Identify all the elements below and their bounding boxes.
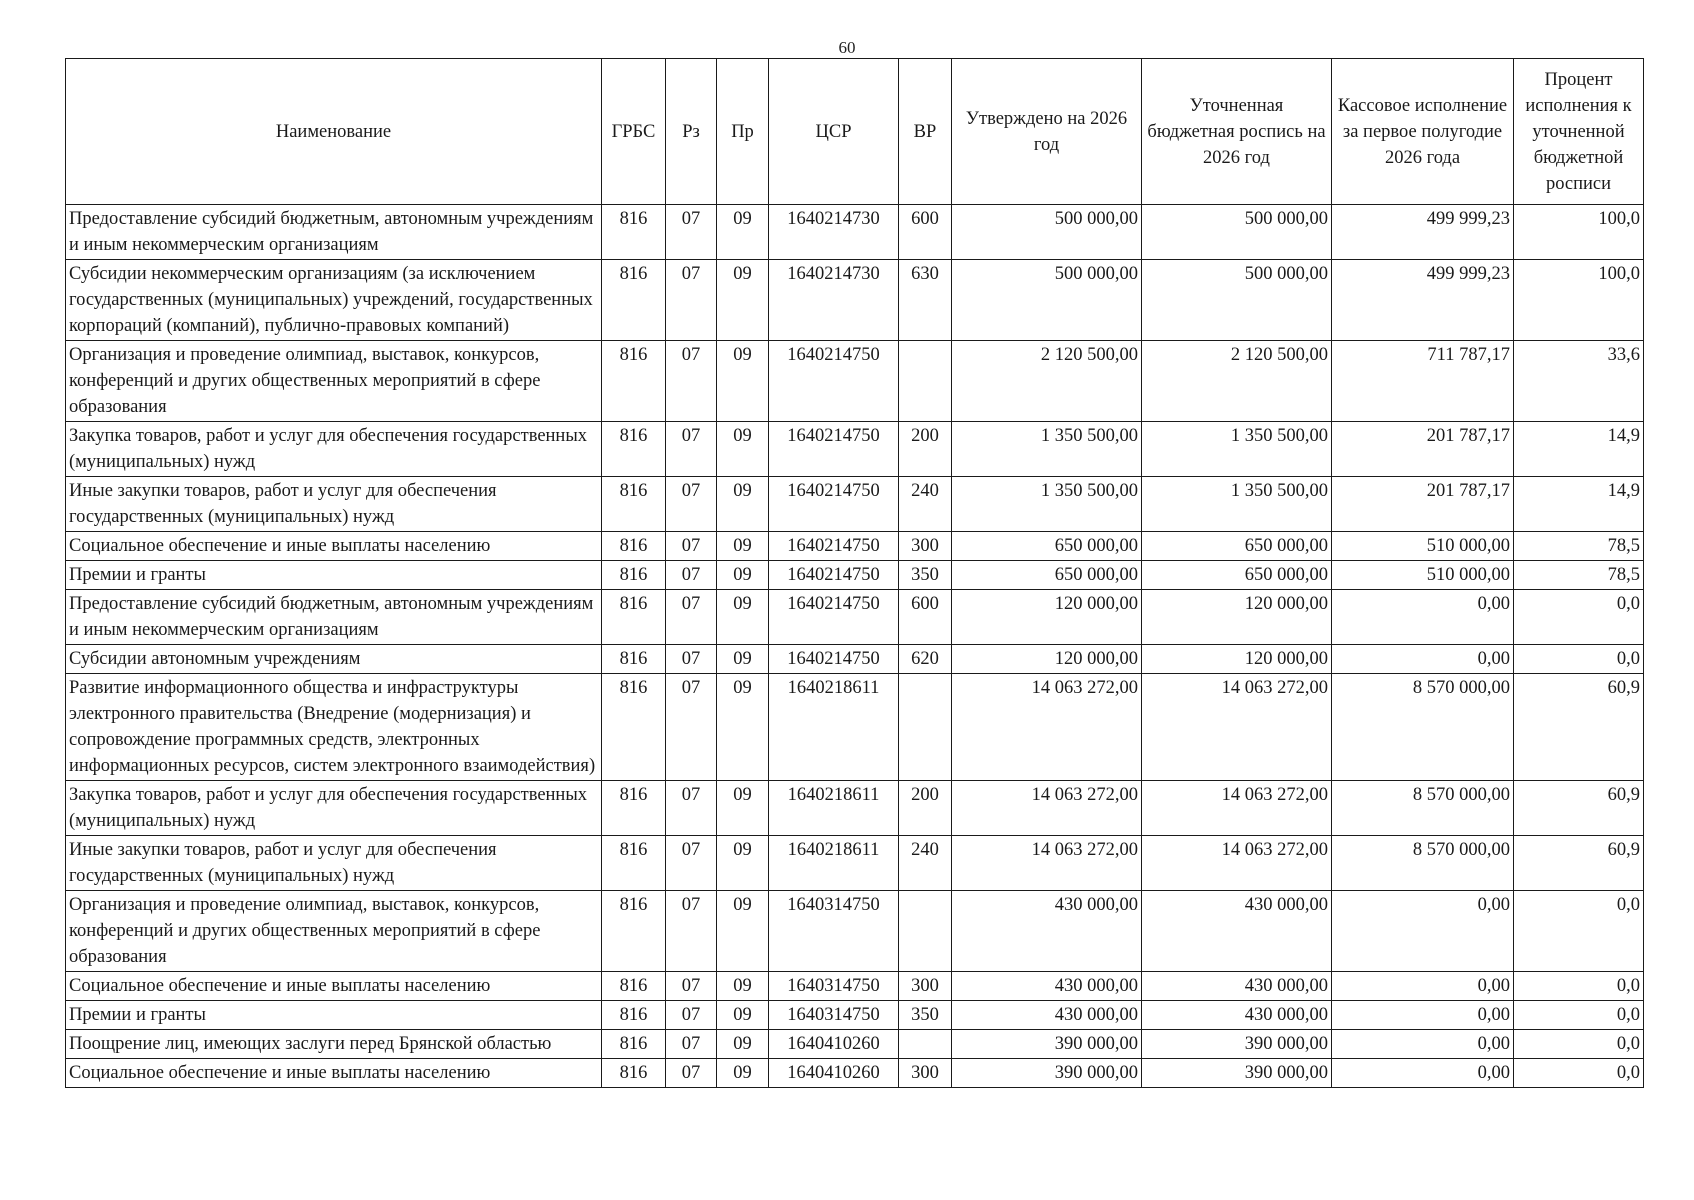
cell-grbs: 816 [602,561,666,590]
cell-pr: 09 [717,260,769,341]
table-row [66,674,1644,781]
cell-vr: 240 [899,836,952,891]
cell-grbs: 816 [602,205,666,260]
table-row [66,1001,1644,1030]
cell-refined: 120 000,00 [1142,590,1332,645]
cell-approved: 1 350 500,00 [952,422,1142,477]
header-pr: Пр [717,59,769,205]
cell-executed: 0,00 [1332,645,1514,674]
cell-executed: 0,00 [1332,590,1514,645]
cell-approved: 430 000,00 [952,891,1142,972]
cell-approved: 500 000,00 [952,205,1142,260]
cell-refined: 430 000,00 [1142,1001,1332,1030]
cell-csr: 1640214750 [769,422,899,477]
cell-rz: 07 [666,561,717,590]
cell-approved: 120 000,00 [952,590,1142,645]
table-body [66,205,1644,1088]
cell-grbs: 816 [602,260,666,341]
cell-grbs: 816 [602,891,666,972]
cell-csr: 1640314750 [769,891,899,972]
cell-grbs: 816 [602,781,666,836]
cell-vr: 350 [899,1001,952,1030]
cell-pr: 09 [717,477,769,532]
cell-grbs: 816 [602,477,666,532]
cell-pr: 09 [717,341,769,422]
cell-approved: 14 063 272,00 [952,781,1142,836]
cell-name: Премии и гранты [66,561,602,590]
table-row [66,645,1644,674]
cell-executed: 499 999,23 [1332,205,1514,260]
cell-approved: 120 000,00 [952,645,1142,674]
cell-approved: 14 063 272,00 [952,674,1142,781]
cell-percent: 14,9 [1514,477,1644,532]
cell-approved: 430 000,00 [952,1001,1142,1030]
cell-executed: 510 000,00 [1332,561,1514,590]
cell-name: Иные закупки товаров, работ и услуг для обеспечения государственных (муниципальных) нужд [66,836,602,891]
table-row [66,205,1644,260]
header-refined: Уточненная бюджетная роспись на 2026 год [1142,59,1332,205]
cell-pr: 09 [717,422,769,477]
cell-rz: 07 [666,836,717,891]
table-row [66,590,1644,645]
cell-rz: 07 [666,1001,717,1030]
cell-vr: 240 [899,477,952,532]
cell-pr: 09 [717,1030,769,1059]
cell-vr [899,341,952,422]
cell-pr: 09 [717,1059,769,1088]
cell-percent: 100,0 [1514,205,1644,260]
cell-vr: 350 [899,561,952,590]
cell-pr: 09 [717,1001,769,1030]
cell-vr: 200 [899,422,952,477]
cell-rz: 07 [666,1030,717,1059]
cell-percent: 14,9 [1514,422,1644,477]
table-row [66,422,1644,477]
cell-approved: 650 000,00 [952,561,1142,590]
table-row [66,561,1644,590]
cell-percent: 0,0 [1514,1059,1644,1088]
cell-name: Предоставление субсидий бюджетным, автономным учреждениям и иным некоммерческим организациям [66,590,602,645]
cell-pr: 09 [717,836,769,891]
cell-grbs: 816 [602,836,666,891]
cell-pr: 09 [717,891,769,972]
cell-refined: 500 000,00 [1142,260,1332,341]
cell-vr: 300 [899,972,952,1001]
cell-vr: 300 [899,532,952,561]
header-row [66,59,1644,205]
cell-csr: 1640410260 [769,1030,899,1059]
cell-executed: 0,00 [1332,1030,1514,1059]
cell-refined: 120 000,00 [1142,645,1332,674]
cell-name: Закупка товаров, работ и услуг для обеспечения государственных (муниципальных) нужд [66,781,602,836]
table-row [66,477,1644,532]
cell-rz: 07 [666,1059,717,1088]
cell-name: Развитие информационного общества и инфраструктуры электронного правительства (Внедрение (модернизация) и сопровождение программных средств, электронных информационных ресурсов, систем электронного взаимодействия) [66,674,602,781]
cell-approved: 500 000,00 [952,260,1142,341]
cell-grbs: 816 [602,422,666,477]
cell-pr: 09 [717,972,769,1001]
cell-executed: 711 787,17 [1332,341,1514,422]
cell-vr: 600 [899,205,952,260]
cell-grbs: 816 [602,674,666,781]
cell-grbs: 816 [602,532,666,561]
header-vr: ВР [899,59,952,205]
cell-name: Организация и проведение олимпиад, выставок, конкурсов, конференций и других общественных мероприятий в сфере образования [66,891,602,972]
cell-rz: 07 [666,341,717,422]
table-row [66,532,1644,561]
header-executed: Кассовое исполнение за первое полугодие 2026 года [1332,59,1514,205]
cell-name: Предоставление субсидий бюджетным, автономным учреждениям и иным некоммерческим организациям [66,205,602,260]
cell-refined: 1 350 500,00 [1142,477,1332,532]
cell-grbs: 816 [602,341,666,422]
cell-executed: 0,00 [1332,1059,1514,1088]
cell-refined: 1 350 500,00 [1142,422,1332,477]
cell-pr: 09 [717,205,769,260]
budget-table [65,58,1644,1088]
cell-name: Субсидии автономным учреждениям [66,645,602,674]
cell-csr: 1640314750 [769,1001,899,1030]
cell-executed: 0,00 [1332,1001,1514,1030]
cell-csr: 1640214730 [769,205,899,260]
table-row [66,1030,1644,1059]
cell-percent: 0,0 [1514,1001,1644,1030]
cell-executed: 0,00 [1332,891,1514,972]
cell-name: Закупка товаров, работ и услуг для обеспечения государственных (муниципальных) нужд [66,422,602,477]
cell-pr: 09 [717,674,769,781]
table-row [66,260,1644,341]
cell-percent: 60,9 [1514,836,1644,891]
header-grbs: ГРБС [602,59,666,205]
cell-executed: 201 787,17 [1332,477,1514,532]
cell-executed: 201 787,17 [1332,422,1514,477]
cell-name: Социальное обеспечение и иные выплаты населению [66,532,602,561]
cell-csr: 1640218611 [769,836,899,891]
cell-percent: 0,0 [1514,590,1644,645]
cell-refined: 390 000,00 [1142,1059,1332,1088]
cell-name: Организация и проведение олимпиад, выставок, конкурсов, конференций и других общественных мероприятий в сфере образования [66,341,602,422]
cell-pr: 09 [717,532,769,561]
cell-percent: 78,5 [1514,561,1644,590]
cell-rz: 07 [666,260,717,341]
cell-csr: 1640214750 [769,532,899,561]
cell-rz: 07 [666,781,717,836]
cell-approved: 2 120 500,00 [952,341,1142,422]
cell-vr: 620 [899,645,952,674]
cell-name: Поощрение лиц, имеющих заслуги перед Брянской областью [66,1030,602,1059]
cell-approved: 390 000,00 [952,1059,1142,1088]
cell-refined: 650 000,00 [1142,532,1332,561]
table-row [66,972,1644,1001]
cell-vr: 600 [899,590,952,645]
cell-percent: 78,5 [1514,532,1644,561]
table-row [66,836,1644,891]
table-row [66,891,1644,972]
cell-executed: 8 570 000,00 [1332,836,1514,891]
cell-rz: 07 [666,532,717,561]
cell-csr: 1640214750 [769,341,899,422]
cell-vr: 300 [899,1059,952,1088]
cell-executed: 8 570 000,00 [1332,781,1514,836]
cell-executed: 8 570 000,00 [1332,674,1514,781]
cell-vr [899,674,952,781]
cell-vr [899,1030,952,1059]
cell-pr: 09 [717,561,769,590]
cell-pr: 09 [717,590,769,645]
cell-rz: 07 [666,674,717,781]
cell-vr: 200 [899,781,952,836]
cell-name: Премии и гранты [66,1001,602,1030]
cell-rz: 07 [666,590,717,645]
cell-csr: 1640214750 [769,590,899,645]
cell-executed: 510 000,00 [1332,532,1514,561]
cell-grbs: 816 [602,590,666,645]
header-name: Наименование [66,59,602,205]
cell-csr: 1640214730 [769,260,899,341]
cell-percent: 100,0 [1514,260,1644,341]
cell-approved: 430 000,00 [952,972,1142,1001]
header-rz: Рз [666,59,717,205]
cell-percent: 60,9 [1514,781,1644,836]
cell-grbs: 816 [602,972,666,1001]
cell-percent: 0,0 [1514,1030,1644,1059]
cell-rz: 07 [666,205,717,260]
cell-percent: 33,6 [1514,341,1644,422]
table-row [66,781,1644,836]
header-approved: Утверждено на 2026 год [952,59,1142,205]
cell-rz: 07 [666,422,717,477]
cell-name: Субсидии некоммерческим организациям (за исключением государственных (муниципальных) учреждений, государственных корпораций (компаний), публично-правовых компаний) [66,260,602,341]
cell-refined: 430 000,00 [1142,972,1332,1001]
cell-approved: 390 000,00 [952,1030,1142,1059]
cell-executed: 499 999,23 [1332,260,1514,341]
cell-grbs: 816 [602,1001,666,1030]
page-number: 60 [838,38,856,57]
cell-refined: 2 120 500,00 [1142,341,1332,422]
cell-vr [899,891,952,972]
cell-csr: 1640218611 [769,781,899,836]
cell-refined: 650 000,00 [1142,561,1332,590]
cell-csr: 1640218611 [769,674,899,781]
cell-vr: 630 [899,260,952,341]
cell-csr: 1640214750 [769,477,899,532]
table-row [66,341,1644,422]
cell-approved: 14 063 272,00 [952,836,1142,891]
cell-refined: 390 000,00 [1142,1030,1332,1059]
cell-grbs: 816 [602,1059,666,1088]
cell-csr: 1640314750 [769,972,899,1001]
cell-refined: 14 063 272,00 [1142,781,1332,836]
cell-csr: 1640410260 [769,1059,899,1088]
cell-approved: 1 350 500,00 [952,477,1142,532]
cell-percent: 0,0 [1514,645,1644,674]
cell-name: Социальное обеспечение и иные выплаты населению [66,972,602,1001]
cell-pr: 09 [717,781,769,836]
cell-rz: 07 [666,645,717,674]
cell-percent: 60,9 [1514,674,1644,781]
header-percent: Процент исполнения к уточненной бюджетной росписи [1514,59,1644,205]
cell-percent: 0,0 [1514,891,1644,972]
cell-name: Иные закупки товаров, работ и услуг для обеспечения государственных (муниципальных) нужд [66,477,602,532]
cell-grbs: 816 [602,1030,666,1059]
cell-executed: 0,00 [1332,972,1514,1001]
cell-name: Социальное обеспечение и иные выплаты населению [66,1059,602,1088]
cell-approved: 650 000,00 [952,532,1142,561]
cell-refined: 500 000,00 [1142,205,1332,260]
cell-grbs: 816 [602,645,666,674]
cell-pr: 09 [717,645,769,674]
header-csr: ЦСР [769,59,899,205]
cell-rz: 07 [666,972,717,1001]
cell-rz: 07 [666,477,717,532]
cell-rz: 07 [666,891,717,972]
cell-percent: 0,0 [1514,972,1644,1001]
cell-csr: 1640214750 [769,645,899,674]
table-row [66,1059,1644,1088]
cell-refined: 14 063 272,00 [1142,836,1332,891]
cell-refined: 14 063 272,00 [1142,674,1332,781]
cell-refined: 430 000,00 [1142,891,1332,972]
cell-csr: 1640214750 [769,561,899,590]
